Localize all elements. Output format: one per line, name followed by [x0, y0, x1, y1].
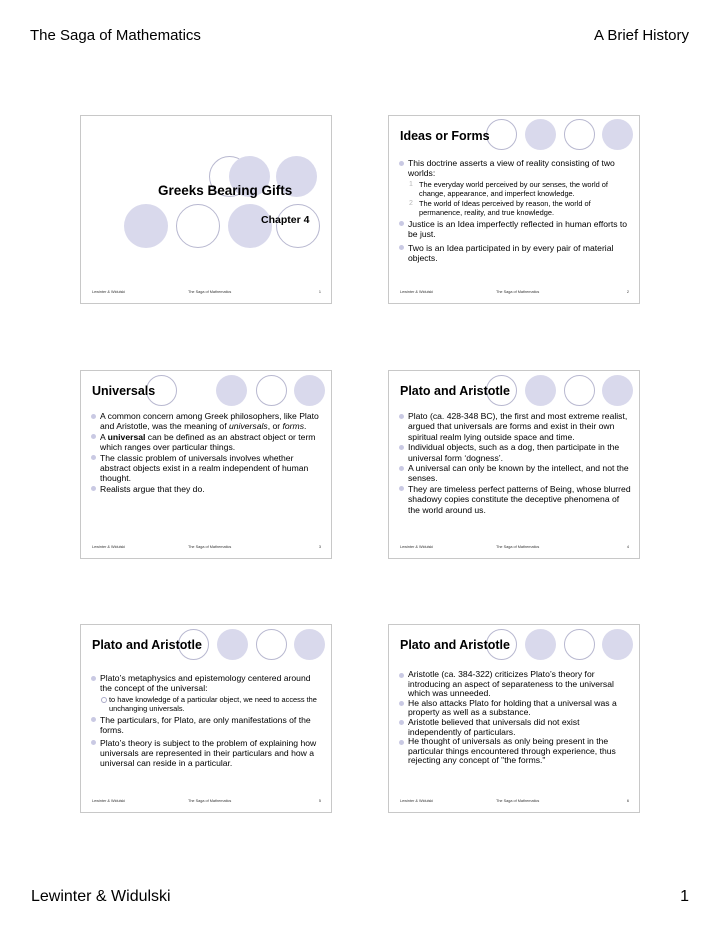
slide-footer-center: The Saga of Mathematics: [496, 290, 540, 294]
slide-1: [80, 115, 332, 304]
slide-body: [399, 411, 631, 515]
bullet-item: Aristotle believed that universals did not exist independently of particulars.: [399, 718, 631, 737]
bullet-item: The classic problem of universals involves whether abstract objects exist in a realm independent of human thought.: [91, 453, 323, 484]
decor-circle: [294, 375, 325, 406]
slide-footer-left: Lewinter & Widulski: [400, 545, 434, 549]
page-header-right: A Brief History: [593, 27, 689, 44]
slide-6: [388, 624, 640, 813]
slide-footer-center: The Saga of Mathematics: [188, 799, 232, 803]
slide-body: [91, 673, 323, 769]
bullet-item: They are timeless perfect patterns of Being, whose blurred shadowy copies constitute the deceptive phenomena of the world around us.: [399, 484, 631, 515]
decor-circle: [602, 629, 633, 660]
decor-circle: [525, 119, 556, 150]
bullet-item: Aristotle (ca. 384-322) criticizes Plato’s theory for introducing an aspect of separateness to the universal which was unneeded.: [399, 670, 631, 699]
bullet-item: A common concern among Greek philosophers, like Plato and Aristotle, was the meaning of universals, or forms.: [91, 411, 323, 432]
bullet-item: He thought of universals as only being present in the particular things encountered through experience, thus rejecting any concept of "the forms.": [399, 737, 631, 766]
numbered-subitem: 2 The world of Ideas perceived by reason, the world of permanence, reality, and true knowledge.: [409, 198, 591, 217]
slide-4: [388, 370, 640, 559]
slide-footer-center: The Saga of Mathematics: [188, 290, 232, 294]
bullet-item: A universal can be defined as an abstract object or term which ranges over particular things.: [91, 432, 323, 453]
decor-circle: [602, 119, 633, 150]
bullet-item: He also attacks Plato for holding that a universal was a property as well as a substance.: [399, 699, 631, 718]
decor-circle: [216, 375, 247, 406]
decor-circle: [486, 119, 517, 150]
slide-number: 1: [318, 290, 321, 294]
decor-circle: [176, 204, 220, 248]
bullet-item: Realists argue that they do.: [91, 484, 323, 494]
slide-footer-left: Lewinter & Widulski: [92, 290, 126, 294]
slide-5: [80, 624, 332, 813]
decor-circle: [256, 375, 287, 406]
decor-circle: [602, 375, 633, 406]
slide-title: Plato and Aristotle: [400, 638, 510, 652]
decor-circle: [294, 629, 325, 660]
bullet-item: A universal can only be known by the intellect, and not the senses.: [399, 463, 631, 484]
slide-footer-center: The Saga of Mathematics: [496, 799, 540, 803]
bullet-item: The particulars, for Plato, are only manifestations of the forms.: [91, 715, 323, 736]
bullet-item: Two is an Idea participated in by every pair of material objects.: [399, 243, 631, 264]
bullet-item: This doctrine asserts a view of reality consisting of two worlds:: [399, 158, 631, 179]
slide-number: 5: [318, 799, 321, 803]
slide-title: Plato and Aristotle: [92, 638, 202, 652]
slide-number: 4: [626, 545, 629, 549]
decor-circle: [525, 375, 556, 406]
slide-footer-left: Lewinter & Widulski: [92, 545, 126, 549]
decor-circle: [564, 375, 595, 406]
slide-footer-left: Lewinter & Widulski: [400, 799, 434, 803]
bullet-item: Plato (ca. 428-348 BC), the first and most extreme realist, argued that universals are forms and exist in their own spiritual realm lying outside space and time.: [399, 411, 631, 442]
decor-circle: [256, 629, 287, 660]
slide-3: [80, 370, 332, 559]
bullet-item: Justice is an Idea imperfectly reflected in human efforts to be just.: [399, 219, 631, 240]
slide-body: [399, 670, 631, 766]
slide-title: Plato and Aristotle: [400, 384, 510, 398]
decor-circle: [564, 629, 595, 660]
slide-number: 6: [626, 799, 629, 803]
slide-body: [399, 158, 631, 263]
slide-title: Ideas or Forms: [400, 129, 490, 143]
bullet-item: Plato’s metaphysics and epistemology centered around the concept of the universal:: [91, 673, 323, 694]
slide-number: 2: [626, 290, 629, 294]
slide-footer-center: The Saga of Mathematics: [496, 545, 540, 549]
slide-footer-left: Lewinter & Widulski: [92, 799, 126, 803]
bullet-item: Individual objects, such as a dog, then participate in the universal form ‘dogness’.: [399, 442, 631, 463]
slide-body: [91, 411, 323, 494]
slide-2: [388, 115, 640, 304]
decor-circle: [525, 629, 556, 660]
slide-footer-left: Lewinter & Widulski: [400, 290, 434, 294]
slide-subtitle: Chapter 4: [261, 214, 310, 226]
page-footer-left: Lewinter & Widulski: [31, 888, 171, 905]
page-number: 1: [680, 888, 689, 905]
decor-circle: [564, 119, 595, 150]
slide-title: Universals: [92, 384, 156, 398]
decor-circle: [228, 204, 272, 248]
slide-footer-center: The Saga of Mathematics: [188, 545, 232, 549]
slide-title: Greeks Bearing Gifts: [158, 183, 293, 198]
decor-circle: [124, 204, 168, 248]
bullet-item: Plato’s theory is subject to the problem of explaining how universals are represented in their particulars and how a universal can reside in a particular.: [91, 738, 323, 769]
page-header-left: The Saga of Mathematics: [30, 27, 201, 44]
decor-circle: [217, 629, 248, 660]
slide-number: 3: [318, 545, 321, 549]
sub-item: to have knowledge of a particular object, we need to access the unchanging universals.: [91, 695, 323, 713]
decor-circle: [276, 204, 320, 248]
numbered-subitem: 1 The everyday world perceived by our senses, the world of change, appearance, and imperfect knowledge.: [409, 179, 608, 198]
